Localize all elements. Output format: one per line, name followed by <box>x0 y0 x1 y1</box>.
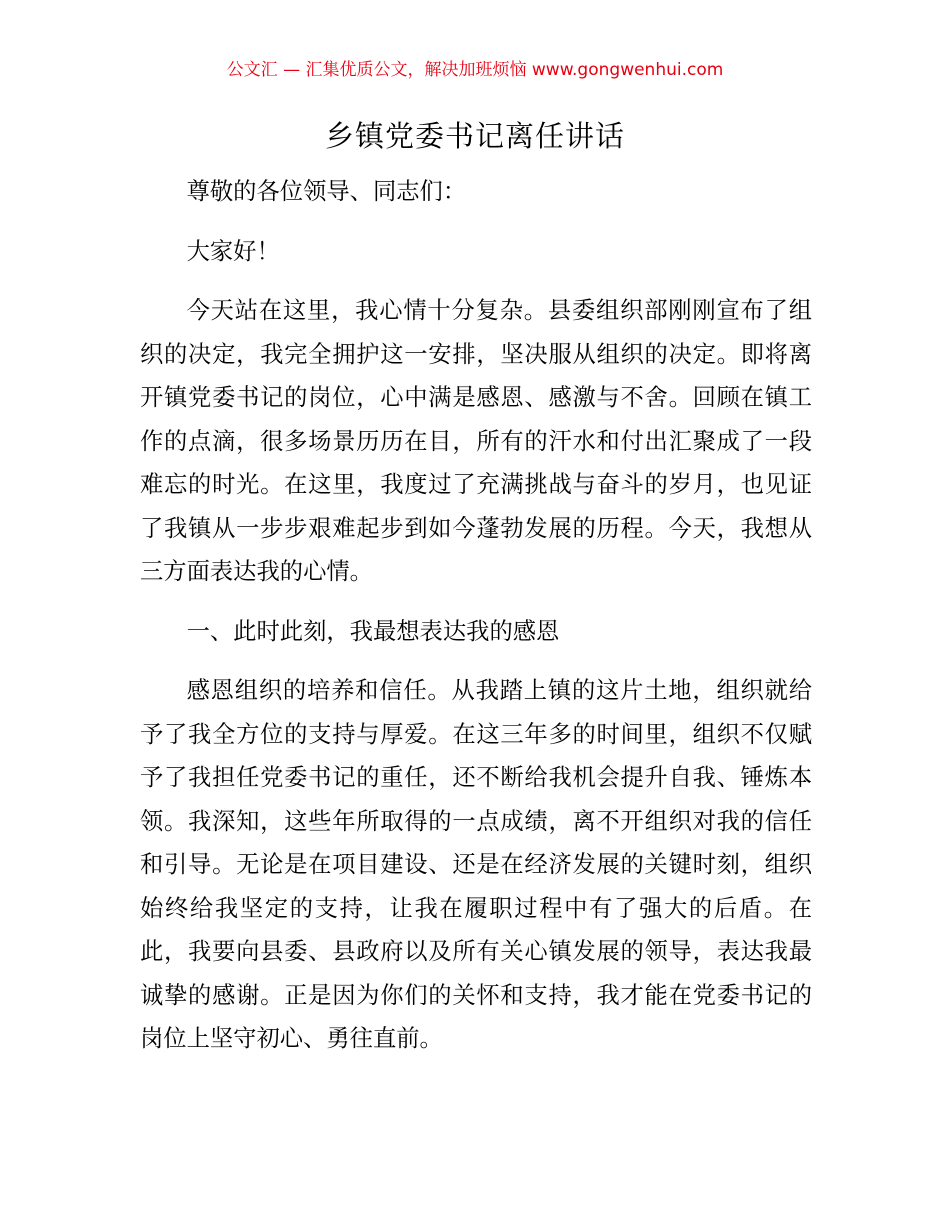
section-heading-1: 一、此时此刻，我最想表达我的感恩 <box>186 617 560 645</box>
salutation: 尊敬的各位领导、同志们： <box>186 178 467 205</box>
paragraph-gratitude: 感恩组织的培养和信任。从我踏上镇的这片土地，组织就给予了我全方位的支持与厚爱。在这三年多的时间里，组织不仅赋予了我担任党委书记的重任，还不断给我机会提升自我、锤炼本领。我深知，这些年所取得的一点成绩，离不开组织对我的信任和引导。无论是在项目建设、还是在经济发展的关键时刻，组织始终给我坚定的支持，让我在履职过程中有了强大的后盾。在此，我要向县委、县政府以及所有关心镇发展的领导，表达我最诚挚的感谢。正是因为你们的关怀和支持，我才能在党委书记的岗位上坚守初心、勇往直前。 <box>140 677 812 1052</box>
document-body <box>140 170 812 1077</box>
greeting: 大家好！ <box>186 237 280 265</box>
watermark-header: 公文汇 — 汇集优质公文，解决加班烦恼 www.gongwenhui.com <box>226 60 724 80</box>
document-title: 乡镇党委书记离任讲话 <box>324 119 625 153</box>
paragraph-intro: 今天站在这里，我心情十分复杂。县委组织部刚刚宣布了组织的决定，我完全拥护这一安排，坚决服从组织的决定。即将离开镇党委书记的岗位，心中满是感恩、感激与不舍。回顾在镇工作的点滴，很多场景历历在目，所有的汗水和付出汇聚成了一段难忘的时光。在这里，我度过了充满挑战与奋斗的岁月，也见证了我镇从一步步艰难起步到如今蓬勃发展的历程。今天，我想从三方面表达我的心情。 <box>140 297 812 585</box>
